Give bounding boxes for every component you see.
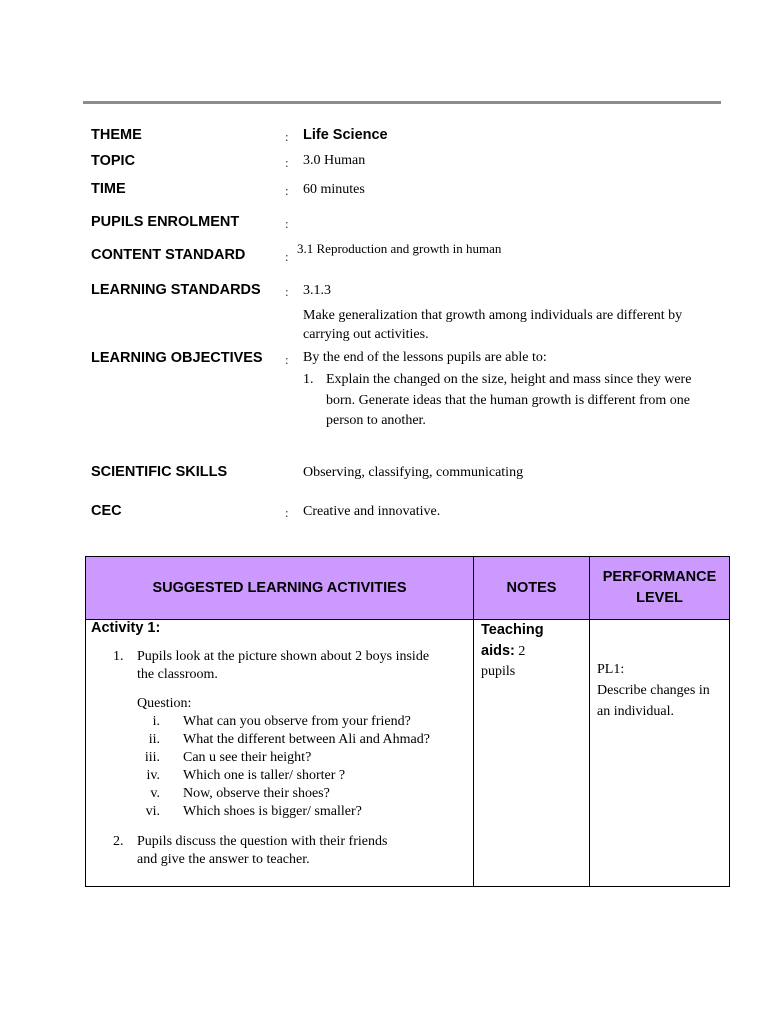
activities-table bbox=[85, 556, 730, 887]
learning-objectives-colon: : bbox=[285, 352, 289, 367]
theme-label: THEME bbox=[91, 127, 142, 143]
header-performance-line2: LEVEL bbox=[636, 590, 683, 606]
step2-number: 2. bbox=[113, 834, 124, 849]
learning-standards-colon: : bbox=[285, 284, 289, 299]
scientific-skills-value: Observing, classifying, communicating bbox=[303, 465, 524, 480]
question-number: ii. bbox=[148, 732, 160, 747]
step1-line2: the classroom. bbox=[137, 667, 218, 682]
cec-value: Creative and innovative. bbox=[303, 504, 441, 519]
content-standard-colon: : bbox=[285, 249, 289, 264]
header-performance-level bbox=[590, 557, 729, 619]
step2-line1: Pupils discuss the question with their friends bbox=[137, 834, 388, 849]
notes-cell bbox=[481, 620, 544, 683]
top-rule bbox=[83, 101, 721, 104]
question-text: Which one is taller/ shorter ? bbox=[183, 768, 346, 783]
question-text: Which shoes is bigger/ smaller? bbox=[183, 804, 362, 819]
topic-label: TOPIC bbox=[91, 153, 136, 169]
enrolment-colon: : bbox=[285, 216, 289, 231]
cec-label: CEC bbox=[91, 503, 122, 519]
step1-line1: Pupils look at the picture shown about 2 boys inside bbox=[137, 649, 430, 664]
content-standard-value: 3.1 Reproduction and growth in human bbox=[297, 241, 502, 256]
notes-aids-count: 2 bbox=[518, 643, 526, 659]
notes-aids-label: aids: bbox=[481, 642, 515, 659]
question-number: iv. bbox=[146, 768, 160, 783]
scientific-skills-label: SCIENTIFIC SKILLS bbox=[91, 464, 228, 480]
question-label: Question: bbox=[137, 696, 192, 711]
learning-standards-label: LEARNING STANDARDS bbox=[91, 282, 261, 298]
performance-level-code: PL1: bbox=[597, 662, 625, 677]
notes-teaching-label: Teaching bbox=[481, 622, 544, 638]
question-number: iii. bbox=[144, 750, 160, 765]
step1-number: 1. bbox=[113, 649, 124, 664]
activity-title: Activity 1: bbox=[91, 620, 161, 636]
cec-colon: : bbox=[285, 505, 289, 520]
time-colon: : bbox=[285, 183, 289, 198]
enrolment-label: PUPILS ENROLMENT bbox=[91, 214, 240, 230]
topic-colon: : bbox=[285, 155, 289, 170]
learning-objective-text: Explain the changed on the size, height and mass since they were born. Generate ideas that the human growth is different from one person to another. bbox=[326, 372, 692, 428]
learning-standards-text: Make generalization that growth among individuals are different by carrying out activities. bbox=[303, 308, 683, 342]
learning-objectives-label: LEARNING OBJECTIVES bbox=[91, 350, 263, 366]
question-number: i. bbox=[152, 714, 160, 729]
question-text: What can you observe from your friend? bbox=[183, 714, 411, 729]
notes-aids-value: pupils bbox=[481, 664, 516, 679]
header-activities: SUGGESTED LEARNING ACTIVITIES bbox=[152, 579, 407, 596]
step2-line2: and give the answer to teacher. bbox=[137, 852, 310, 867]
learning-standards-code: 3.1.3 bbox=[303, 283, 331, 298]
topic-value: 3.0 Human bbox=[303, 153, 366, 168]
performance-cell bbox=[597, 659, 725, 722]
theme-colon: : bbox=[285, 129, 289, 144]
question-text: Now, observe their shoes? bbox=[183, 786, 330, 801]
question-number: vi. bbox=[145, 804, 160, 819]
question-text: What the different between Ali and Ahmad? bbox=[183, 732, 430, 747]
time-label: TIME bbox=[91, 181, 126, 197]
header-performance-line1: PERFORMANCE bbox=[602, 569, 717, 585]
learning-objective-item bbox=[303, 370, 703, 432]
theme-value: Life Science bbox=[303, 127, 388, 143]
question-number: v. bbox=[150, 786, 160, 801]
learning-objectives-intro: By the end of the lessons pupils are able to: bbox=[303, 350, 547, 365]
time-value: 60 minutes bbox=[303, 182, 365, 197]
learning-objective-number: 1. bbox=[303, 372, 314, 387]
performance-line1: Describe changes in bbox=[597, 683, 710, 698]
performance-line2: an individual. bbox=[597, 704, 674, 719]
content-standard-label: CONTENT STANDARD bbox=[91, 247, 246, 263]
header-notes: NOTES bbox=[506, 579, 557, 596]
question-text: Can u see their height? bbox=[183, 750, 312, 765]
